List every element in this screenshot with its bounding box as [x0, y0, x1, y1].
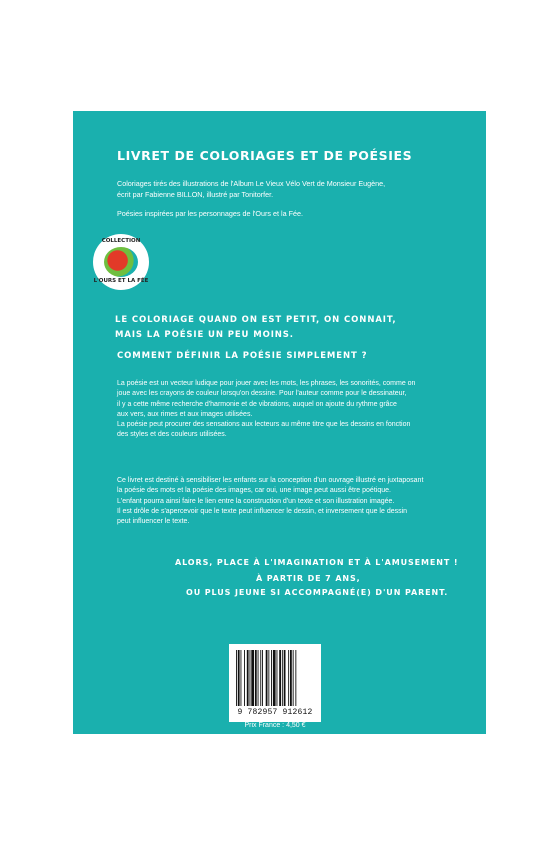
- booklet-title: LIVRET DE COLORIAGES ET DE POÉSIES: [117, 148, 413, 163]
- paragraph-poetry: [117, 379, 453, 441]
- paragraph-line: il y a cette même recherche d'harmonie et de vibrations, auquel on ajoute du rythme grâce: [117, 400, 397, 408]
- paragraph-line: La poésie est un vecteur ludique pour jouer avec les mots, les phrases, les sonorités, comme on: [117, 380, 416, 387]
- closing-line-1: ALORS, PLACE À L'IMAGINATION ET À L'AMUSEMENT !: [175, 558, 459, 567]
- intro-line-3: Poésies inspirées par les personnages de l'Ours et la Fée.: [117, 209, 303, 218]
- paragraph-line: joue avec les crayons de couleur lorsqu'on dessine. Pour l'auteur comme pour le dessinateur,: [117, 390, 407, 398]
- headline-line-3: COMMENT DÉFINIR LA POÉSIE SIMPLEMENT ?: [117, 351, 368, 361]
- intro-line-1: Coloriages tirés des illustrations de l'Album Le Vieux Vélo Vert de Monsieur Eugène,: [117, 179, 386, 188]
- paragraph-line: La poésie peut procurer des sensations aux lecteurs au même titre que les dessins en fonction: [117, 421, 411, 429]
- intro-line-2: écrit par Fabienne BILLON, illustré par Tonitorfer.: [117, 190, 274, 199]
- badge-top-text: COLLECTION: [101, 238, 141, 244]
- paragraph-line: aux vers, aux rimes et aux images utilisées.: [117, 410, 253, 418]
- paragraph-line: Il est drôle de s'apercevoir que le texte peut influencer le dessin, et inversement que le dessin: [117, 507, 408, 515]
- price-label: Prix France : 4,50 €: [244, 722, 306, 729]
- badge-illustration: [104, 247, 138, 277]
- barcode: [229, 644, 321, 722]
- paragraph-line: L'enfant pourra ainsi faire le lien entre la construction d'un texte et son illustration imagée.: [117, 497, 395, 505]
- paragraph-line: peut influencer le texte.: [117, 518, 190, 526]
- collection-badge: [93, 234, 149, 290]
- back-cover: [73, 111, 486, 734]
- badge-bottom-text: L'OURS ET LA FÉE: [93, 278, 149, 284]
- paragraph-line: Ce livret est destiné à sensibiliser les enfants sur la conception d'un ouvrage illustré en juxtaposant: [117, 477, 424, 484]
- paragraph-line: des styles et des couleurs utilisées.: [117, 431, 227, 439]
- headline-line-2: MAIS LA POÉSIE UN PEU MOINS.: [115, 330, 294, 340]
- closing-line-2: À PARTIR DE 7 ANS,: [256, 574, 361, 583]
- closing-line-3: OU PLUS JEUNE SI ACCOMPAGNÉ(E) D'UN PARENT.: [186, 588, 449, 597]
- headline-line-1: LE COLORIAGE QUAND ON EST PETIT, ON CONNAIT,: [115, 315, 397, 325]
- paragraph-line: la poésie des mots et la poésie des images, car oui, une image peut aussi être poétique.: [117, 487, 391, 495]
- paragraph-booklet: [117, 476, 453, 527]
- barcode-number: 9 782957 912612: [237, 708, 313, 717]
- barcode-bars: [236, 650, 314, 706]
